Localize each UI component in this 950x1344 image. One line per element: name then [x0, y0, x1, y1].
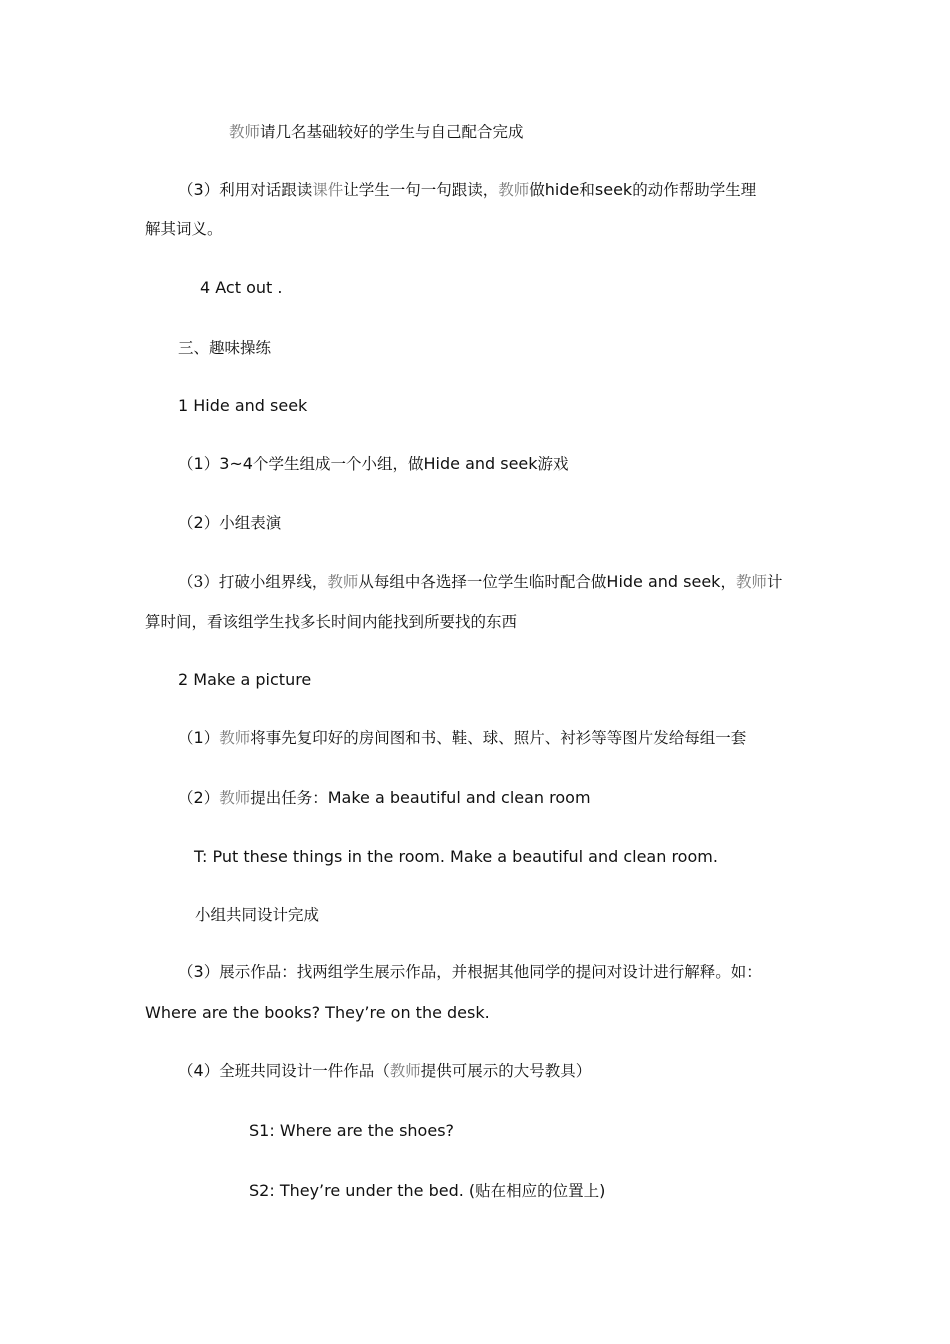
line-hide-seek-step-2: （2）小组表演	[178, 513, 282, 532]
line-picture-step-3: （3）展示作品：找两组学生展示作品，并根据其他同学的提问对设计进行解释。如：	[178, 962, 762, 981]
line-teacher-invites: 教师请几名基础较好的学生与自己配合完成	[229, 123, 524, 141]
line-picture-step-1: （1）教师将事先复印好的房间图和书、鞋、球、照片、衬衫等等图片发给每组一套	[178, 728, 747, 747]
line-dialogue-s1: S1: Where are the shoes?	[249, 1121, 455, 1140]
line-dialogue-step-3-cont: 解其词义。	[145, 220, 223, 238]
line-picture-step-4: （4）全班共同设计一件作品（教师提供可展示的大号教具）	[178, 1061, 592, 1080]
line-hide-seek-step-3: （3）打破小组界线，教师从每组中各选择一位学生临时配合做Hide and seek，教师计	[178, 572, 783, 591]
line-hide-seek-step-3-cont: 算时间，看该组学生找多长时间内能找到所要找的东西	[145, 613, 518, 631]
line-dialogue-step-3: （3）利用对话跟读课件让学生一句一句跟读，教师做hide和seek的动作帮助学生理	[178, 180, 757, 199]
line-picture-step-2: （2）教师提出任务：Make a beautiful and clean room	[178, 788, 591, 807]
heading-make-a-picture: 2 Make a picture	[178, 670, 312, 689]
line-teacher-instruction: T: Put these things in the room. Make a beautiful and clean room.	[194, 847, 718, 866]
line-hide-seek-step-1: （1）3~4个学生组成一个小组，做Hide and seek游戏	[178, 454, 569, 473]
section-heading-fun-practice: 三、趣味操练	[178, 339, 272, 357]
line-group-design: 小组共同设计完成	[195, 906, 320, 924]
line-dialogue-s2: S2: They’re under the bed. (贴在相应的位置上)	[249, 1181, 606, 1200]
heading-act-out: 4 Act out .	[200, 278, 283, 297]
line-example-books: Where are the books? They’re on the desk.	[145, 1003, 490, 1022]
heading-hide-and-seek: 1 Hide and seek	[178, 396, 308, 415]
